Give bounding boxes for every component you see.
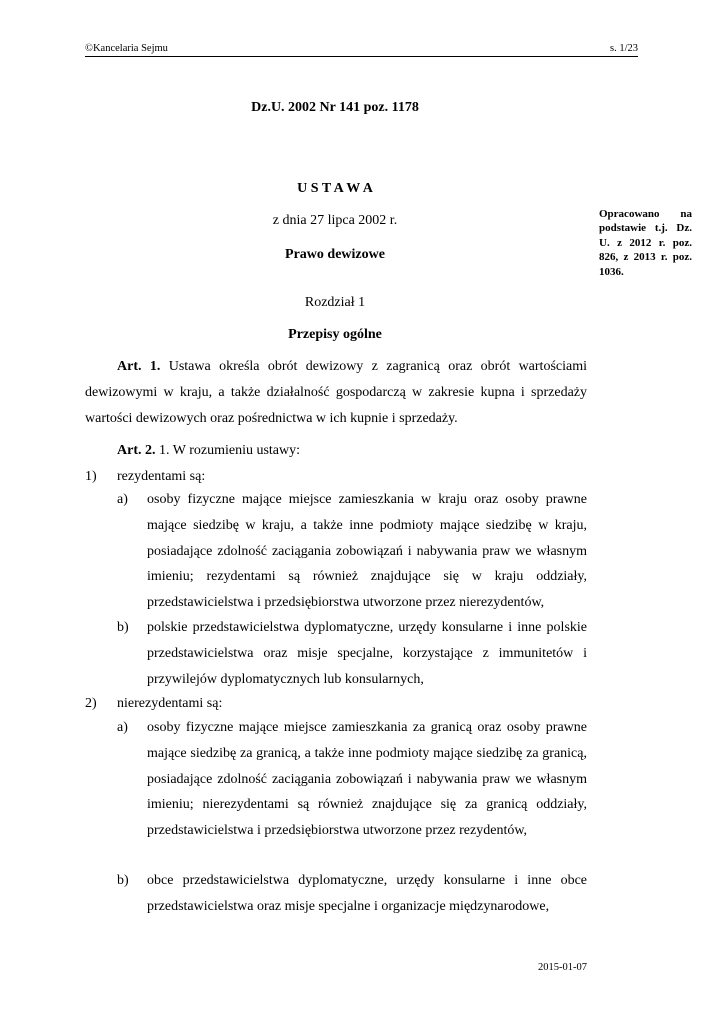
article-1-text: Ustawa określa obrót dewizowy z zagranicą oraz obrót wartościami dewizowymi w kraju, a także działalność gospodarczą w zakresie kupna i sprzedaży wartości dewizowych oraz pośrednictwa w ich kupnie i sprzedaży.: [85, 359, 587, 426]
document-title: Prawo dewizowe: [285, 247, 385, 262]
article-1-label: Art. 1.: [117, 359, 161, 374]
article-2-text: 1. W rozumieniu ustawy:: [159, 443, 301, 458]
article-2-label: Art. 2.: [117, 443, 156, 458]
subitem-text: obce przedstawicielstwa dyplomatyczne, urzędy konsularne i inne obce przedstawicielstwa oraz misje specjalne i organizacje międzynarodowe,: [147, 873, 587, 914]
item-text: rezydentami są:: [117, 469, 206, 484]
subitem-text: osoby fizyczne mające miejsce zamieszkania w kraju oraz osoby prawne mające siedzibę w kraju, a także inne podmioty mające siedzibę w kraju, posiadające zdolność zaciągania zobowiązań i nabywania praw we własnym imieniu; rezydentami są również znajdujące się w kraju oddziały, przedstawicielstwa i przedsiębiorstwa utworzone przez nierezydentów,: [147, 492, 587, 611]
consolidation-note: Opracowano na podstawie t.j. Dz. U. z 2012 r. poz. 826, z 2013 r. poz. 1036.: [599, 208, 692, 278]
item-number: 1): [85, 469, 97, 484]
header-copyright: ©Kancelaria Sejmu: [85, 43, 168, 54]
item-text: nierezydentami są:: [117, 696, 223, 711]
subitem-text: osoby fizyczne mające miejsce zamieszkania za granicą oraz osoby prawne mające siedzibę za granicą, a także inne podmioty mające siedzibę za granicą, posiadające zdolność zaciągania zobowiązań i nabywania praw we własnym imieniu; nierezydentami są również znajdujące się za granicą oddziały, przedstawicielstwa i przedsiębiorstwa utworzone przez rezydentów,: [147, 720, 587, 839]
subitem-letter: a): [117, 720, 128, 735]
subitem-letter: b): [117, 873, 129, 888]
item-number: 2): [85, 696, 97, 711]
chapter-title: Przepisy ogólne: [288, 327, 382, 342]
subitem-letter: b): [117, 620, 129, 635]
document-type: U S T A W A: [297, 181, 373, 196]
subitem-text: polskie przedstawicielstwa dyplomatyczne, urzędy konsularne i inne polskie przedstawicielstwa oraz misje specjalne, korzystające z immunitetów i przywilejów dyplomatycznych lub konsularnych,: [147, 620, 587, 687]
header-page-number: s. 1/23: [609, 43, 638, 54]
document-date: z dnia 27 lipca 2002 r.: [272, 213, 398, 228]
header-divider: [85, 56, 638, 57]
subitem-letter: a): [117, 492, 128, 507]
article-1: [85, 354, 587, 431]
footer-date: 2015-01-07: [538, 962, 587, 973]
article-2: [85, 438, 587, 464]
chapter-number: Rozdział 1: [304, 295, 366, 310]
journal-citation: Dz.U. 2002 Nr 141 poz. 1178: [251, 100, 419, 115]
